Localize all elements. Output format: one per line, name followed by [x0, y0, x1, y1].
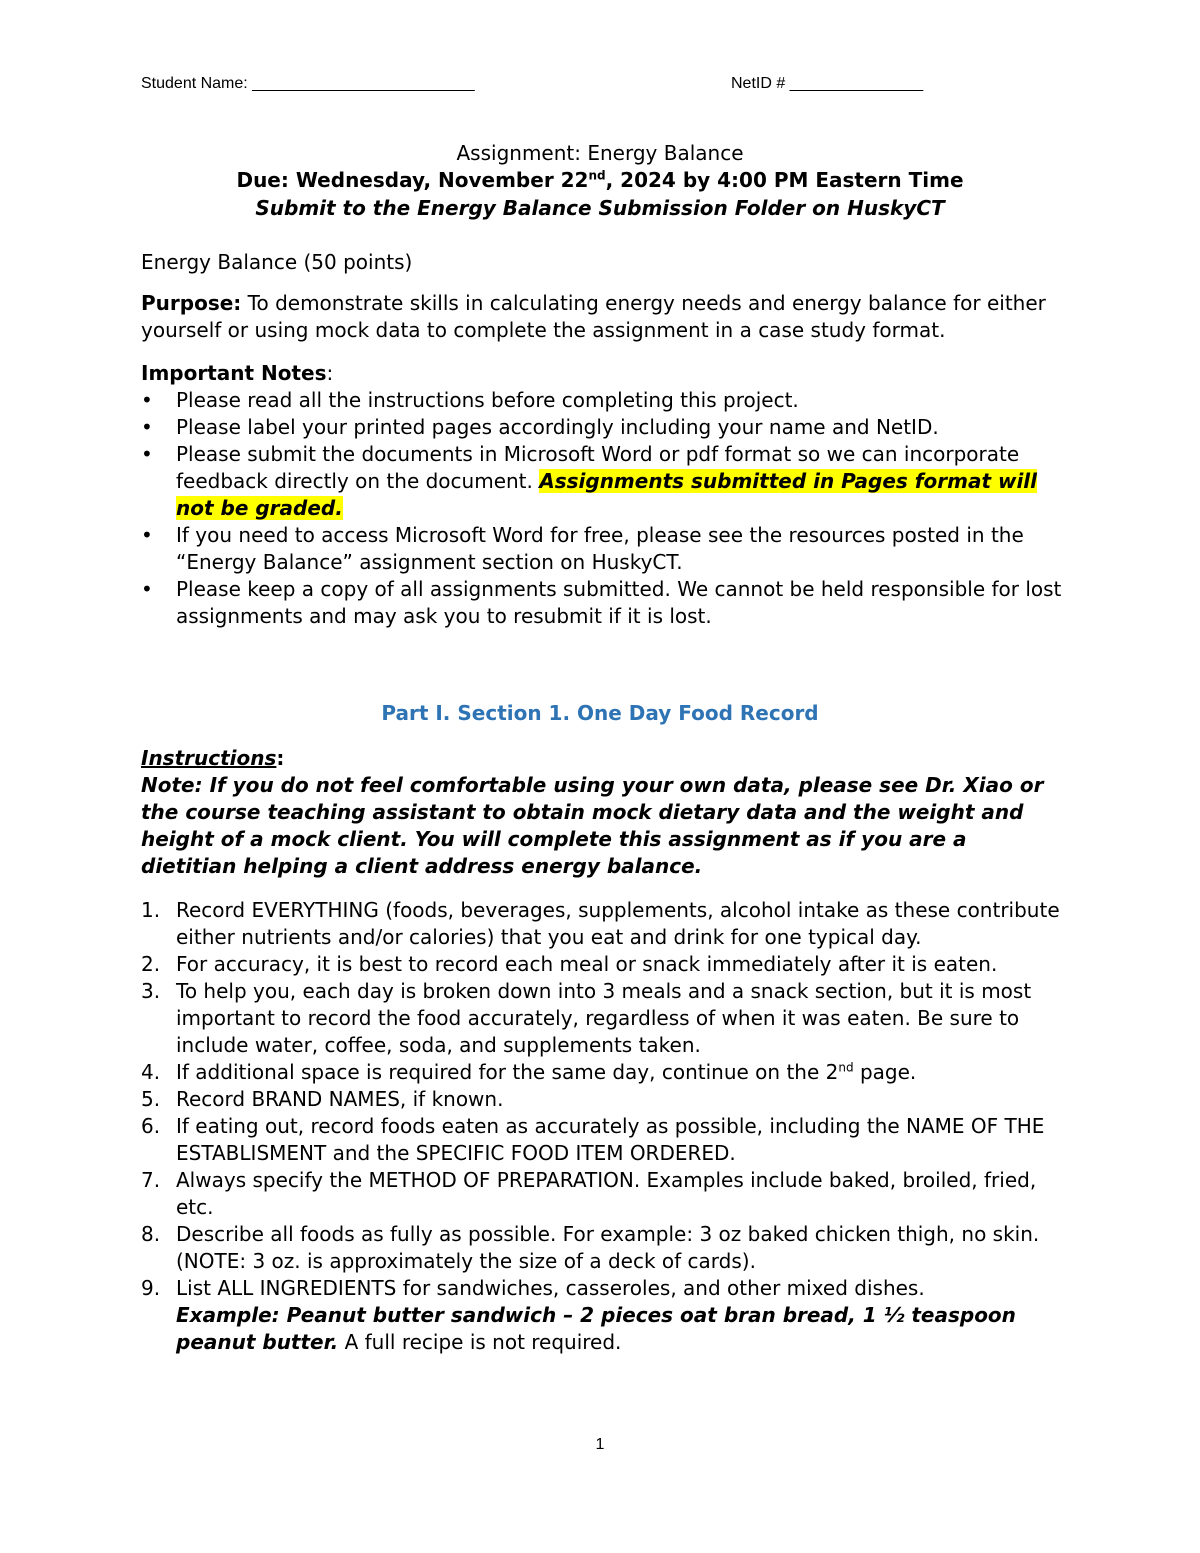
bullet-icon: • — [141, 577, 153, 601]
section-heading: Part I. Section 1. One Day Food Record — [381, 701, 819, 725]
bullet-icon: • — [141, 523, 153, 547]
bullet-icon: • — [141, 388, 153, 412]
intro-block — [141, 249, 1066, 630]
list-item: 3. To help you, each day is broken down into 3 meals and a snack section, but it is most important to record the food accurately, regardless of when it was eaten. Be sure to include water, coffee, soda, and supplements taken. — [141, 979, 1032, 1057]
netid-field: NetID # _______________ — [731, 75, 924, 92]
note-paragraph: Note: If you do not feel comfortable using your own data, please see Dr. Xiao or the course teaching assistant to obtain mock dietary data and the weight and height of a mock client. You will complete this assignment as if you are a dietitian helping a client address energy balance. — [141, 773, 1044, 878]
purpose-label: Purpose: — [141, 291, 242, 315]
submission-instructions: Submit to the Energy Balance Submission Folder on HuskyCT — [255, 196, 945, 220]
instructions-heading: Instructions: — [141, 746, 285, 770]
list-item: • If you need to access Microsoft Word for free, please see the resources posted in the “Energy Balance” assignment section on HuskyCT. — [141, 523, 1024, 574]
list-item: 7. Always specify the METHOD OF PREPARATION. Examples include baked, broiled, fried, etc. — [141, 1168, 1037, 1219]
bullet-icon: • — [141, 442, 153, 466]
purpose-text: To demonstrate skills in calculating energy needs and energy balance for either yourself or using mock data to complete the assignment in a case study format. — [141, 291, 1046, 342]
list-item: • Please label your printed pages accordingly including your name and NetID. — [141, 415, 939, 439]
list-item: • Please keep a copy of all assignments submitted. We cannot be held responsible for lost assignments and may ask you to resubmit if it is lost. — [141, 577, 1062, 628]
list-item: 9. List ALL INGREDIENTS for sandwiches, casseroles, and other mixed dishes. Example: Peanut butter sandwich – 2 pieces oat bran bread, 1 ½ teaspoon peanut butter. A full recipe is not required. — [141, 1276, 1016, 1354]
list-item: 2. For accuracy, it is best to record each meal or snack immediately after it is eaten. — [141, 952, 998, 976]
energy-balance-heading: Energy Balance (50 points) — [141, 250, 413, 274]
list-item: 6. If eating out, record foods eaten as accurately as possible, including the NAME OF THE ESTABLISMENT and the SPECIFIC FOOD ITEM ORDERED. — [141, 1114, 1045, 1165]
important-notes-heading: Important Notes: — [141, 361, 334, 385]
bullet-icon: • — [141, 415, 153, 439]
assignment-title: Assignment: Energy Balance — [456, 141, 744, 165]
list-item: • Please submit the documents in Microsoft Word or pdf format so we can incorporate feedback directly on the document. Assignments submitted in Pages format will not be graded. — [141, 442, 1038, 520]
due-date: Due: Wednesday, November 22nd, 2024 by 4:00 PM Eastern Time — [236, 168, 964, 192]
list-item: 4. If additional space is required for the same day, continue on the 2nd page. — [141, 1060, 917, 1084]
highlighted-warning: Assignments submitted in Pages format will not be graded. — [176, 469, 1038, 520]
student-name-field: Student Name: _________________________ — [141, 75, 475, 92]
list-item: • Please read all the instructions before completing this project. — [141, 388, 799, 412]
instructions-block — [141, 745, 1066, 1356]
purpose-paragraph — [141, 290, 1066, 344]
notes-list — [141, 387, 1066, 630]
example-text: Example: Peanut butter sandwich – 2 pieces oat bran bread, 1 ½ teaspoon peanut butter. — [176, 1303, 1016, 1354]
instructions-list — [141, 897, 1066, 1356]
list-item: 8. Describe all foods as fully as possible. For example: 3 oz baked chicken thigh, no skin. (NOTE: 3 oz. is approximately the size of a deck of cards). — [141, 1222, 1040, 1273]
page-number: 1 — [595, 1436, 605, 1453]
list-item: 5. Record BRAND NAMES, if known. — [141, 1087, 504, 1111]
list-item: 1. Record EVERYTHING (foods, beverages, supplements, alcohol intake as these contribute either nutrients and/or calories) that you eat and drink for one typical day. — [141, 898, 1060, 949]
